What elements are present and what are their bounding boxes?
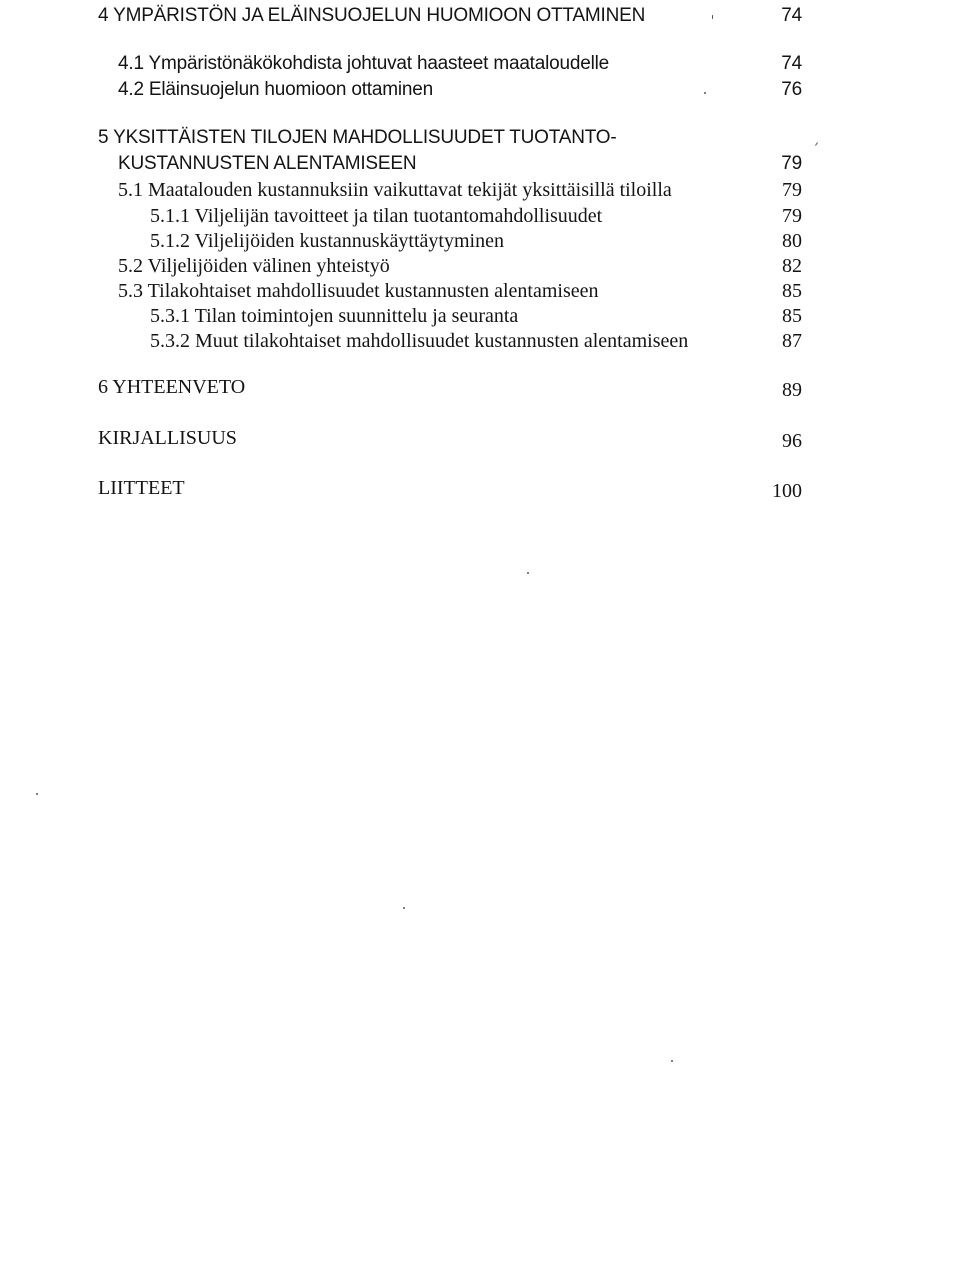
scan-speck — [704, 92, 706, 94]
toc-title: 5.3 Tilakohtaiset mahdollisuudet kustannusten alentamiseen — [118, 280, 599, 302]
toc-title: 4 YMPÄRISTÖN JA ELÄINSUOJELUN HUOMIOON OTTAMINEN — [98, 5, 646, 26]
toc-page-number: 89 — [782, 379, 802, 401]
toc-title: 5.2 Viljelijöiden välinen yhteistyö — [118, 255, 390, 277]
toc-entry-5-3-2 — [150, 327, 800, 355]
toc-page-number: 74 — [781, 5, 802, 26]
toc-page-number: 79 — [782, 179, 802, 201]
toc-title: 5.1.1 Viljelijän tavoitteet ja tilan tuotantomahdollisuudet — [150, 205, 603, 227]
toc-title: KIRJALLISUUS — [98, 427, 237, 449]
toc-page-number: 85 — [782, 280, 802, 302]
toc-entry-chapter-5 — [98, 124, 778, 152]
toc-page-number: 76 — [781, 79, 802, 100]
toc-title: 6 YHTEENVETO — [98, 376, 246, 398]
toc-title: 4.1 Ympäristönäkökohdista johtuvat haasteet maataloudelle — [118, 53, 610, 74]
toc-title: 5.1.2 Viljelijöiden kustannuskäyttäytyminen — [150, 230, 504, 252]
toc-page-number: 100 — [772, 480, 802, 502]
toc-page-number: 79 — [782, 205, 802, 227]
toc-entry-appendices — [98, 474, 778, 502]
toc-page-number: 74 — [781, 53, 802, 74]
toc-title-line-1: 5 YKSITTÄISTEN TILOJEN MAHDOLLISUUDET TUOTANTO- — [98, 127, 617, 148]
toc-title: 4.2 Eläinsuojelun huomioon ottaminen — [118, 79, 433, 100]
scan-speck — [671, 1060, 673, 1062]
toc-entry-literature — [98, 424, 778, 452]
toc-page-number: 82 — [782, 255, 802, 277]
scan-speck — [815, 142, 818, 146]
toc-entry-5-2 — [118, 252, 798, 280]
scan-speck — [527, 572, 529, 574]
toc-page-number: 85 — [782, 305, 802, 327]
toc-page-number: 87 — [782, 330, 802, 352]
toc-title: 5.1 Maatalouden kustannuksiin vaikuttavat tekijät yksittäisillä tiloilla — [118, 179, 672, 201]
toc-entry-chapter-6 — [98, 373, 778, 401]
toc-entry-4-1 — [118, 50, 798, 78]
scan-speck — [712, 15, 713, 19]
toc-entry-chapter-4 — [98, 2, 808, 30]
toc-entry-5-1-2 — [150, 227, 800, 255]
toc-title: 5.3.2 Muut tilakohtaiset mahdollisuudet kustannusten alentamiseen — [150, 330, 689, 352]
toc-page-number: 79 — [781, 153, 802, 174]
toc-entry-5-1-1 — [150, 202, 800, 230]
toc-entry-5-3-1 — [150, 302, 800, 330]
toc-page-number: 80 — [782, 230, 802, 252]
toc-entry-chapter-5-continued — [118, 150, 778, 178]
toc-entry-4-2 — [118, 76, 798, 104]
toc-title: 5.3.1 Tilan toimintojen suunnittelu ja seuranta — [150, 305, 519, 327]
toc-title: LIITTEET — [98, 477, 185, 499]
toc-entry-5-3 — [118, 277, 798, 305]
toc-title-line-2: KUSTANNUSTEN ALENTAMISEEN — [118, 153, 417, 174]
scan-speck — [403, 907, 405, 909]
toc-page-number: 96 — [782, 430, 802, 452]
scan-speck — [36, 793, 38, 795]
toc-entry-5-1 — [118, 176, 798, 204]
